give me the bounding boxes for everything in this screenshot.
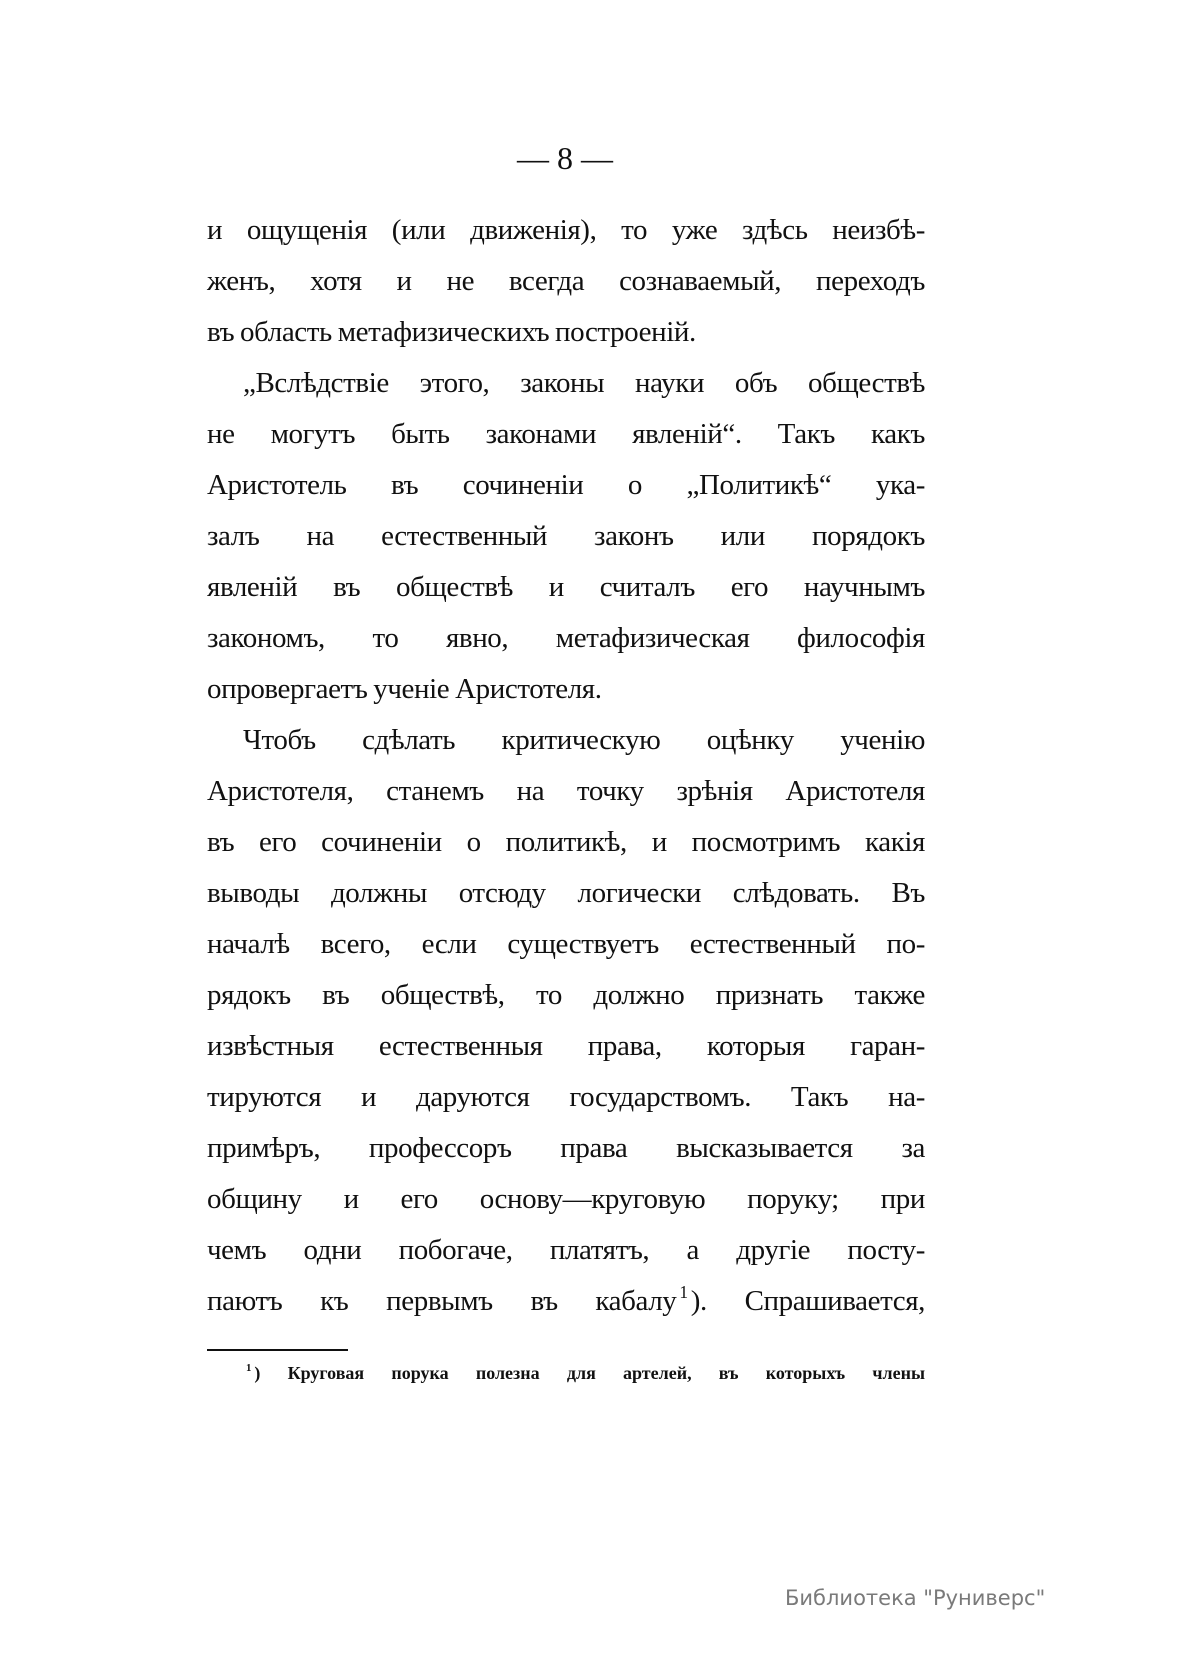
text-line — [207, 205, 925, 256]
footnote-ref: 1 — [679, 1281, 688, 1302]
text-line — [207, 409, 925, 460]
page-body — [207, 205, 925, 1387]
line-text: въ область метафизическихъ построеній. — [207, 316, 696, 348]
footnote — [243, 1359, 925, 1387]
line-text: началѣ всего, если существуетъ естественный по- — [207, 928, 925, 960]
line-text: опровергаетъ ученіе Аристотеля. — [207, 673, 602, 705]
line-text: ). Спрашивается, — [690, 1285, 925, 1317]
line-text: „Вслѣдствіе этого, законы науки объ обществѣ — [243, 367, 925, 399]
footnote-text: ) Круговая порука полезна для артелей, въ которыхъ члены — [254, 1363, 925, 1383]
text-line — [207, 868, 925, 919]
text-line — [207, 766, 925, 817]
watermark: Библиотека "Руниверс" — [785, 1586, 1046, 1610]
page-number: — 8 — — [517, 140, 613, 176]
line-text: Аристотеля, станемъ на точку зрѣнія Аристотеля — [207, 775, 925, 807]
line-text: закономъ, то явно, метафизическая философія — [207, 622, 925, 654]
text-line — [207, 970, 925, 1021]
text-line — [207, 460, 925, 511]
footnote-marker: 1 — [246, 1362, 252, 1375]
text-line — [207, 1123, 925, 1174]
line-text: паютъ къ первымъ въ кабалу — [207, 1285, 677, 1317]
text-line — [207, 919, 925, 970]
footnote-rule — [207, 1349, 348, 1351]
text-line — [207, 358, 925, 409]
line-text: чемъ одни побогаче, платятъ, а другіе посту- — [207, 1234, 925, 1266]
text-line — [207, 562, 925, 613]
line-text: рядокъ въ обществѣ, то должно признать также — [207, 979, 925, 1011]
text-line — [207, 511, 925, 562]
text-line — [207, 664, 925, 715]
line-text: примѣръ, профессоръ права высказывается за — [207, 1132, 925, 1164]
line-text: Аристотель въ сочиненіи о „Политикѣ“ ука- — [207, 469, 925, 501]
text-line — [207, 1225, 925, 1276]
text-line — [207, 817, 925, 868]
line-text: залъ на естественный законъ или порядокъ — [207, 520, 925, 552]
line-text: Чтобъ сдѣлать критическую оцѣнку ученію — [243, 724, 925, 756]
line-text: женъ, хотя и не всегда сознаваемый, переходъ — [207, 265, 925, 297]
line-text: явленій въ обществѣ и считалъ его научнымъ — [207, 571, 925, 603]
line-text: выводы должны отсюду логически слѣдовать. Въ — [207, 877, 925, 909]
text-line — [207, 715, 925, 766]
text-line — [207, 1276, 925, 1327]
text-line — [207, 1072, 925, 1123]
line-text: тируются и даруются государствомъ. Такъ на- — [207, 1081, 925, 1113]
text-line — [207, 307, 925, 358]
line-text: и ощущенія (или движенія), то уже здѣсь неизбѣ- — [207, 214, 925, 246]
text-line — [207, 1021, 925, 1072]
text-line — [207, 1174, 925, 1225]
line-text: въ его сочиненіи о политикѣ, и посмотримъ какія — [207, 826, 925, 858]
text-line — [207, 256, 925, 307]
text-line — [207, 613, 925, 664]
body-text — [207, 205, 925, 1327]
line-text: общину и его основу—круговую поруку; при — [207, 1183, 925, 1215]
line-text: извѣстныя естественныя права, которыя гаран- — [207, 1030, 925, 1062]
line-text: не могутъ быть законами явленій“. Такъ какъ — [207, 418, 925, 450]
